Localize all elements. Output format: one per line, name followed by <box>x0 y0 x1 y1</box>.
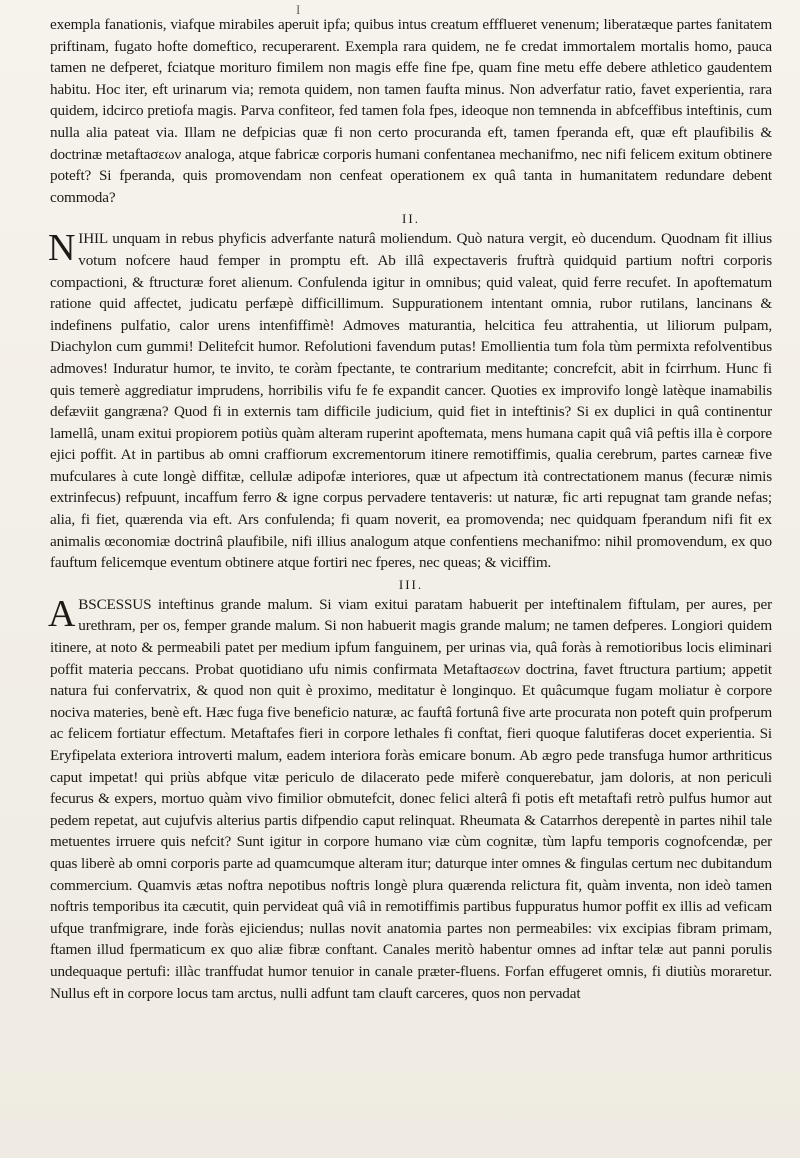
paragraph-1: exempla fanationis, viafque mirabiles aperuit ipfa; quibus intus creatum effflueret venenum; liberatæque partes fanitatem priftinam, fugato hofte domeftico, recuperarent. Exempla rara quidem, ne fe credat immortalem mortalis homo, pauca tamen ne defperet, fciatque morituro fimilem non magis effe fine fpe, quam fine metu effe debere athletico gaudentem habitu. Hoc iter, eft urinarum via; remota quidem, non tamen faufta minus. Non adverfatur ratio, favet experientia, rara quidem, idcirco pretiofa magis. Parva confiteor, fed tamen fola fpes, ideoque non temnenda in abfceffibus inteftinis, cum nulla alia pateat via. Illam ne defpicias quæ fi non certo procuranda eft, tamen fperanda eft, quæ eft plaufibilis & doctrinæ metaftaσεων analoga, atque fabricæ corporis humani confentanea mechanifmo, nec nifi felicem exitum obtinere poteft? Si fperanda, quis promovendam non cenfeat operationem ex quâ tanta in humanitatem redundare debent commoda? <box>50 16 772 206</box>
paragraph-3: ABSCESSUS inteftinus grande malum. Si viam exitui paratam habuerit per inteftinalem fiftulam, per aures, per urethram, per os, femper grande malum. Si non habuerit magis grande malum; ne tamen defperes. Longiori quidem itinere, at noto & permeabili patet per medium ipfum fanguinem, per urinas via, quâ foràs à remotioribus locis eliminari poffit materia peccans. Probat quotidiano ufu nimis confirmata Metaftaσεων doctrina, favet ftructura partium; appetit natura fui confervatrix, & quod non quit è proximo, meditatur è longinquo. Et quâcumque fugam moliatur è corpore nociva materies, benè eft. Hæc fuga five beneficio naturæ, ac fauftâ fortunâ five arte procurata non poteft quin profperum ac felicem fortiatur effectum. Metaftafes fieri in corpore lethales fi conftat, fieri quoque falutiferas docet experientia. Si Eryfipelata exteriora introverti malum, eadem interiora foràs emicare bonum. Ab ægro pede transfuga humor arthriticus caput impetat! qui priùs abfque vitæ periculo de dilacerato pede miferè conquerebatur, jam doloris, at non periculi fecurus & expers, mortuo quàm vivo fimilior obmutefcit, donec felici alterâ fi potis eft metaftafi retrò pulfus humor aut pedem repetat, aut cujufvis alterius partis difpendio caput relinquat. Rheumata & Catarrhos derepentè in partes nihil tale metuentes irruere quis nefcit? Sunt igitur in corpore humano viæ cùm cognitæ, tùm lapfu temporis cognofcendæ, per quas liberè ab omni corporis parte ad quamcumque alteram itur; daturque inter omnes & fingulas certum nec dubitandum commercium. Quamvis ætas noftra nepotibus noftris longè plura quærenda relictura fit, quàm inventa, non ideò tamen noftris temporibus ita cæcutit, quin pervideat quâ viâ in remotiffimis partibus fuppuratus humor poffit ex illis ad veficam ufque tranfmigrare, inde foràs ejiciendus; nullas novit anatomia partes non permeabiles: vix excipias fibram primam, ftamen illud fpermaticum ex quo aliæ fibræ conftant. Canales meritò habentur omnes ad inftar telæ aut panni porulis undequaque pertufi: illàc tranffudat humor tenuior in canale præter-fluens. Forfan effugeret omnis, fi diutiùs moraretur. Nullus eft in corpore locus tam arctus, nulli adfunt tam clauft carceres, quos non pervadat <box>48 592 772 1002</box>
section-number-2: II. <box>402 211 420 227</box>
paragraph-2: NIHIL unquam in rebus phyficis adverfante naturâ moliendum. Quò natura vergit, eò ducendum. Quodnam fit illius votum nofcere haud femper in promptu eft. Ab illâ expectaveris fruftrà quidquid partium noftri corporis compactioni, & ftructuræ foret alienum. Confulenda igitur in omnibus; quid valeat, quid ferre recufet. In apoftematum ratione quid affectet, judicatu perfæpè difficillimum. Suppurationem intentant omnia, rubor rutilans, lancinans & indefinens pulfatio, calor urens intenfiffimè! Admoves maturantia, helcitica feu attrahentia, ut liliorum pulpam, Diachylon cum gummi! Delitefcit humor. Refolutioni favendum putas! Emollientia tum fola tùm permixta refolventibus admoves! Induratur humor, te invito, te coràm fpectante, te contrarium meditante; concrefcit, abit in fcirrhum. Hunc fi quis temerè aggrediatur imprudens, horribilis vifu fe fe expandit cancer. Quoties ex improvifo longè latèque inamabilis defæviit gangræna? Quod fi in externis tam difficile judicium, quid fiet in inteftinis? Si ex duplici in quâ continentur lamellâ, unam exitui propiorem potiùs quàm alteram ruperint apoftemata, mens humana capit quâ viâ peftis illa è corpore ejici poffit. At in partibus ab omni craffiorum excrementorum itinere remotiffimis, qualia cerebrum, partes carneæ five mufculares à cute longè diffitæ, cellulæ adipofæ interiores, quæ ut afpectum ità contrectationem manus (fecuræ nimis extrinfecus) refpuunt, incaffum ferro & igne corpus pervadere tentaveris: ut naturæ, fic arti repugnat tam grande nefas; alia, fi fiet, quærenda via eft. Ars confulenda; fi quam noverit, ea promovenda; nec quidquam fperandum nifi fit ex animalis œconomiæ doctrinâ plaufibile, nifi illius analogum atque confentiens mechanifmo: nihil promovendum, ex quo fauftum felicemque eventum obtinere atque fortiri nec fperes, nec queas; & viciffim. <box>48 227 772 572</box>
text-block <box>50 14 772 1004</box>
section-number-3: III. <box>398 576 424 592</box>
signature-mark: I <box>296 2 301 17</box>
